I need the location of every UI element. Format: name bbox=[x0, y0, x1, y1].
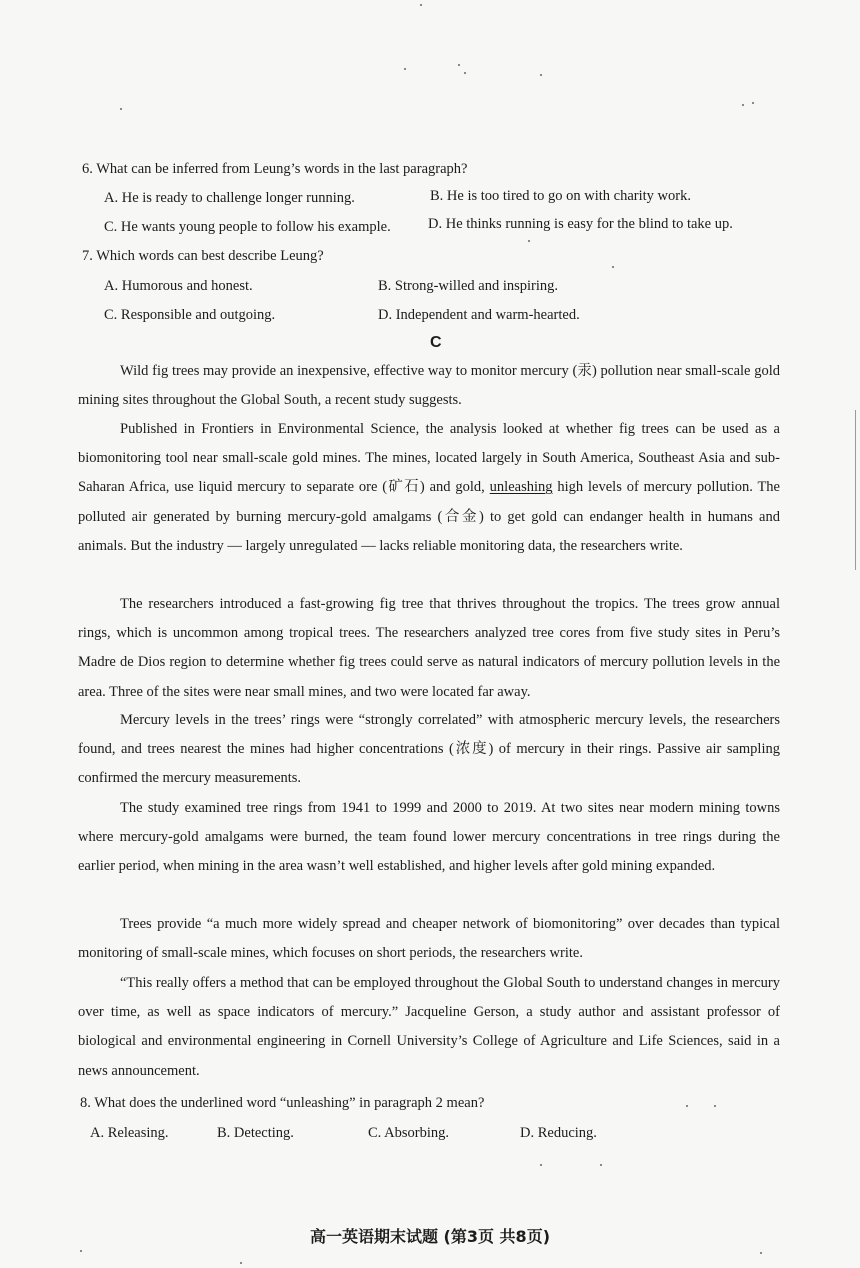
scan-speck bbox=[120, 108, 122, 110]
passage-paragraph-1: Wild fig trees may provide an inexpensive, effective way to monitor mercury (汞) pollution near small-scale gold mining sites throughout the Global South, a recent study suggests. bbox=[78, 363, 780, 409]
question-8-option-a: A. Releasing. bbox=[90, 1125, 169, 1141]
paragraph-2-text-after: high levels of mercury pollution. The polluted air generated by burning mercury-gold amalgams (合金) to get gold can endanger health in humans and animals. But the industry — largely unregulated — lacks reliable monitoring data, the researchers write. bbox=[78, 479, 780, 554]
question-7-option-b: B. Strong-willed and inspiring. bbox=[378, 278, 559, 294]
scan-speck bbox=[404, 68, 406, 70]
scan-speck bbox=[760, 1252, 762, 1254]
question-6-stem: 6. What can be inferred from Leung’s words in the last paragraph? bbox=[82, 161, 468, 177]
question-8-option-b: B. Detecting. bbox=[217, 1125, 294, 1141]
question-7-option-c: C. Responsible and outgoing. bbox=[104, 307, 276, 323]
underlined-word-unleashing: unleashing bbox=[489, 479, 553, 496]
scan-speck bbox=[752, 102, 754, 104]
question-7-stem: 7. Which words can best describe Leung? bbox=[82, 248, 324, 264]
question-8-stem: 8. What does the underlined word “unleashing” in paragraph 2 mean? bbox=[80, 1095, 485, 1111]
question-7-option-a: A. Humorous and honest. bbox=[104, 278, 253, 294]
scan-speck bbox=[686, 1105, 688, 1107]
question-6-option-b: B. He is too tired to go on with charity work. bbox=[430, 188, 691, 204]
question-6-option-c: C. He wants young people to follow his example. bbox=[104, 219, 391, 235]
passage-paragraph-3: The researchers introduced a fast-growing fig tree that thrives throughout the tropics. The trees grow annual rings, which is uncommon among tropical trees. The researchers analyzed tree cores from five study sites in Peru’s Madre de Dios region to determine whether fig trees could serve as natural indicators of mercury pollution levels in the area. Three of the sites were near small mines, and two were located far away. bbox=[78, 596, 780, 700]
scan-speck bbox=[600, 1164, 602, 1166]
section-letter: C bbox=[430, 334, 442, 351]
scan-speck bbox=[714, 1105, 716, 1107]
passage-paragraph-5: The study examined tree rings from 1941 to 1999 and 2000 to 2019. At two sites near modern mining towns where mercury-gold amalgams were burned, the team found lower mercury concentrations in tree rings during the earlier period, when mining in the area wasn’t well established, and higher levels after gold mining expanded. bbox=[78, 800, 780, 875]
question-8-option-d: D. Reducing. bbox=[520, 1125, 597, 1141]
passage-paragraph-7: “This really offers a method that can be employed throughout the Global South to understand changes in mercury over time, as well as space indicators of mercury.” Jacqueline Gerson, a study author and assistant professor of biological and environmental engineering in Cornell University’s College of Agriculture and Life Sciences, said in a news announcement. bbox=[78, 975, 780, 1079]
scan-speck bbox=[420, 4, 422, 6]
scan-speck bbox=[458, 64, 460, 66]
passage-paragraph-2 bbox=[78, 415, 780, 561]
passage-paragraph-6: Trees provide “a much more widely spread and cheaper network of biomonitoring” over decades than typical monitoring of small-scale mines, which focuses on short periods, the researchers write. bbox=[78, 916, 780, 962]
scan-speck bbox=[80, 1250, 82, 1252]
page-footer: 高一英语期末试题 (第3页 共8页) bbox=[309, 1227, 551, 1246]
scan-speck bbox=[540, 1164, 542, 1166]
passage-paragraph-4: Mercury levels in the trees’ rings were “strongly correlated” with atmospheric mercury levels, the researchers found, and trees nearest the mines had higher concentrations (浓度) of mercury in their rings. Passive air sampling confirmed the mercury measurements. bbox=[78, 712, 780, 787]
question-6-option-a: A. He is ready to challenge longer running. bbox=[104, 190, 355, 206]
scan-speck bbox=[742, 104, 744, 106]
scan-speck bbox=[540, 74, 542, 76]
question-8-option-c: C. Absorbing. bbox=[368, 1125, 449, 1141]
scan-speck bbox=[240, 1262, 242, 1264]
scan-speck bbox=[612, 266, 614, 268]
scan-edge-line bbox=[855, 410, 856, 570]
scan-speck bbox=[528, 240, 530, 242]
question-6-option-d: D. He thinks running is easy for the blind to take up. bbox=[428, 216, 733, 232]
question-7-option-d: D. Independent and warm-hearted. bbox=[378, 307, 580, 323]
scan-speck bbox=[464, 72, 466, 74]
paragraph-2-text-before: Published in Frontiers in Environmental Science, the analysis looked at whether fig trees can be used as a biomonitoring tool near small-scale gold mines. The mines, located largely in South America, Southeast Asia and sub-Saharan Africa, use liquid mercury to separate ore (矿石) and gold, bbox=[78, 421, 780, 496]
